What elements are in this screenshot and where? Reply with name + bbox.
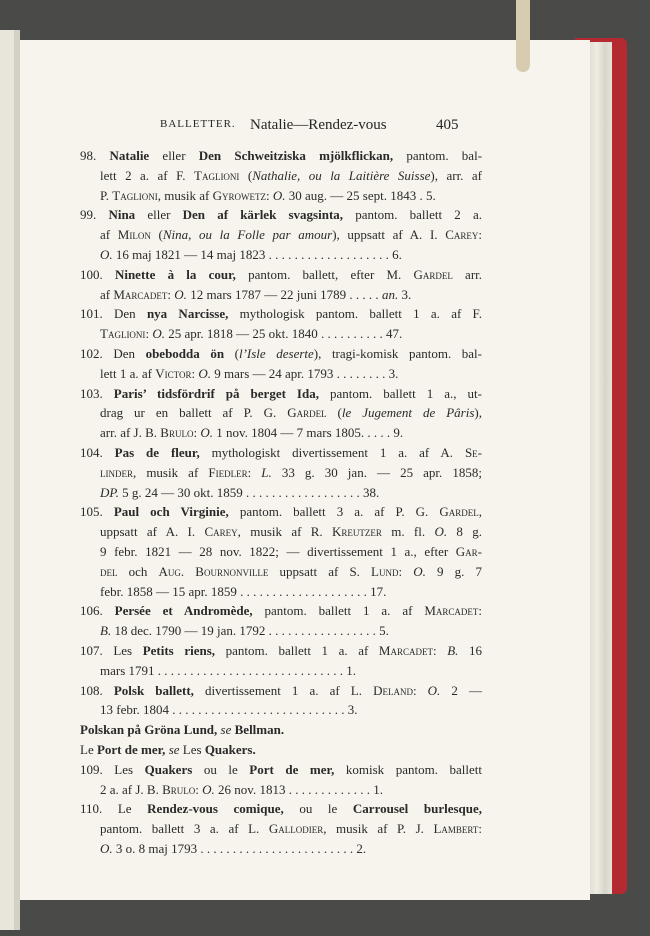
text-line <box>80 621 482 641</box>
italic-text: O. <box>272 187 286 203</box>
text-line <box>80 780 482 800</box>
entry-text: 98. <box>80 148 110 163</box>
entry-text: Gallodier <box>268 821 324 837</box>
entry-text: mythologisk pantom. ballett 1 a. af F. <box>228 306 482 322</box>
entry-text: , musik af <box>157 187 213 203</box>
entry-text: febr. 1858 — 15 apr. 1859 . . . . . . . . . . . . . . . . . . . . 17. <box>100 583 387 599</box>
entry-text: Fiedler <box>208 464 248 480</box>
text-line <box>80 166 482 186</box>
entry-text: Deland <box>373 682 413 698</box>
text-line <box>80 522 482 542</box>
entry-text: Le <box>80 741 97 757</box>
entry-text: Aug. Bournonville <box>158 563 269 579</box>
text-line <box>80 423 482 443</box>
italic-text: O. <box>198 365 211 381</box>
text-line <box>80 443 482 463</box>
entry-text: Gardel <box>439 504 479 520</box>
entry-text: 9 febr. 1821 — 28 nov. 1822; — divertissement 1 a., efter <box>100 543 456 559</box>
entry-text: af <box>100 286 114 302</box>
entry-title: Den Schweitziska mjölkflickan, <box>198 148 394 163</box>
entry-text: drag ur en ballett af P. G. <box>100 405 288 421</box>
entry-title: Paris’ tidsfördrif på berget Ida, <box>113 385 319 401</box>
entry-text: ), <box>474 405 482 421</box>
entry-text: lett 1 a. af <box>100 365 156 381</box>
entry-text: : <box>266 187 273 203</box>
entry-text: uppsatt af S. <box>268 563 372 579</box>
entry-text: : <box>195 781 203 797</box>
entry-title: Persée et Andromède, <box>114 603 253 619</box>
entry-title: Polsk ballett, <box>113 682 194 698</box>
text-line <box>80 324 482 344</box>
text-line <box>80 403 482 423</box>
entry-text: Taglioni <box>194 167 240 183</box>
entry-text: Gar- <box>455 543 482 559</box>
entry-text: pantom. bal- <box>393 148 483 163</box>
text-line <box>80 245 482 265</box>
text-line <box>80 304 482 324</box>
entry-text: Brulo <box>160 425 194 441</box>
entry-text: 1 nov. 1804 — 7 mars 1805. . . . . 9. <box>212 425 404 441</box>
text-line <box>80 681 482 701</box>
entry-text: , musik af P. J. <box>323 821 434 837</box>
text-line <box>80 641 482 661</box>
italic-text: se <box>168 741 180 757</box>
text-line <box>80 799 482 819</box>
entry-title: Polskan på Gröna Lund, <box>80 722 218 738</box>
entry-text: : <box>478 821 482 837</box>
page-header <box>160 118 460 136</box>
entry-text: och <box>117 563 159 579</box>
text-line <box>80 542 482 562</box>
page-number: 405 <box>436 117 459 133</box>
italic-text: B. <box>100 623 112 639</box>
entry-text: 106. <box>80 603 115 619</box>
text-line <box>80 364 482 384</box>
italic-text: Nina, ou la Folle par amour <box>162 227 333 243</box>
entry-title: Pas de fleur, <box>114 444 200 460</box>
entry-text: : <box>398 563 414 579</box>
italic-text: B. <box>447 642 459 658</box>
italic-text: O. <box>434 524 448 540</box>
entry-text: 9 mars — 24 apr. 1793 . . . . . . . . 3. <box>210 365 399 381</box>
entry-text: Carey <box>204 524 238 540</box>
entry-text: ), arr. af <box>430 167 482 183</box>
italic-text: l’Isle deserte <box>238 345 314 361</box>
entry-text: ( <box>150 227 163 243</box>
entry-text: eller <box>149 148 199 163</box>
entry-text: 102. Den <box>80 345 146 361</box>
entry-text: m. fl. <box>381 524 435 540</box>
entry-title: Petits riens, <box>142 642 216 658</box>
entry-text: Brulo <box>162 781 196 797</box>
entry-text: pantom. ballett 3 a. af L. <box>100 821 269 837</box>
italic-text: O. <box>202 781 215 797</box>
text-line <box>80 582 482 602</box>
entry-title: Quakers. <box>204 741 256 757</box>
entry-text: 26 nov. 1813 . . . . . . . . . . . . . 1. <box>214 781 383 797</box>
entry-text: Gardel <box>287 405 327 421</box>
entry-title: Den af kärlek svagsinta, <box>182 207 344 223</box>
entry-text: ), uppsatt af A. I. <box>332 227 446 243</box>
italic-text: DP. <box>100 484 119 500</box>
entry-text: Milon <box>117 227 151 243</box>
entry-text: Lund <box>371 563 399 579</box>
section-title: Natalie—Rendez-vous <box>250 117 387 133</box>
catalog-entries <box>80 146 482 859</box>
entry-text: : <box>247 464 262 480</box>
italic-text: le Jugement de Pâris <box>341 405 475 421</box>
entry-text: 30 aug. — 25 sept. 1843 . 5. <box>285 187 436 203</box>
entry-text: ( <box>224 345 239 361</box>
entry-text: Marcadet <box>424 603 479 619</box>
entry-text: 18 dec. 1790 — 19 jan. 1792 . . . . . . . . . . . . . . . . . 5. <box>111 623 389 639</box>
italic-text: O. <box>100 246 113 262</box>
entry-text: : <box>478 227 482 243</box>
italic-text: O. <box>152 326 165 342</box>
entry-text: 103. <box>80 385 114 401</box>
entry-text: : <box>191 365 199 381</box>
italic-text: O. <box>200 425 213 441</box>
italic-text: O. <box>100 840 113 856</box>
entry-text: uppsatt af A. I. <box>100 524 205 540</box>
entry-text: : <box>412 682 428 698</box>
entry-text: 100. <box>80 266 115 282</box>
entry-title: Paul och Virginie, <box>113 504 229 520</box>
entry-text: mars 1791 . . . . . . . . . . . . . . . . . . . . . . . . . . . . . 1. <box>100 662 357 678</box>
text-line <box>80 661 482 681</box>
text-line <box>80 483 482 503</box>
italic-text: an. <box>381 286 399 302</box>
entry-title: nya Narcisse, <box>146 306 229 322</box>
entry-text: 104. <box>80 444 115 460</box>
text-line <box>80 186 482 206</box>
text-line <box>80 700 482 720</box>
entry-text: : <box>432 642 448 658</box>
entry-text: arr. af J. B. <box>100 425 161 441</box>
entry-text: 5 g. 24 — 30 okt. 1859 . . . . . . . . . . . . . . . . . . 38. <box>118 484 380 500</box>
entry-text: 3. <box>398 286 412 302</box>
entry-text: ou le <box>283 801 353 817</box>
text-line <box>80 601 482 621</box>
text-line <box>80 146 482 166</box>
italic-text: Nathalie, ou la Laitière Suisse <box>252 167 431 183</box>
entry-title: Port de mer, <box>249 761 335 777</box>
entry-text: Les <box>179 741 205 757</box>
entry-text: pantom. ballett 1 a. af <box>215 642 379 658</box>
entry-text: pantom. ballett, efter M. <box>235 266 414 282</box>
entry-text: Marcadet <box>378 642 433 658</box>
entry-text: Kreutzer <box>332 524 382 540</box>
entry-title: Quakers <box>144 761 193 777</box>
entry-title: Natalie <box>109 148 150 163</box>
italic-text: O. <box>413 563 426 579</box>
entry-text: Gardel <box>413 266 453 282</box>
text-line <box>80 740 482 760</box>
entry-text: : <box>167 286 175 302</box>
text-line <box>80 502 482 522</box>
entry-text: P. <box>100 187 113 203</box>
entry-text: linder <box>100 464 133 480</box>
entry-text: , musik af <box>133 464 209 480</box>
entry-text: 16 maj 1821 — 14 maj 1823 . . . . . . . . . . . . . . . . . . . 6. <box>112 246 402 262</box>
entry-text: pantom. ballett 1 a. af <box>252 603 425 619</box>
entry-text: ou le <box>192 761 250 777</box>
entry-title: Port de mer, <box>96 741 166 757</box>
entry-text: komisk pantom. ballett <box>334 761 482 777</box>
entry-text: del <box>100 563 118 579</box>
italic-text: L. <box>261 464 272 480</box>
text-line <box>80 839 482 859</box>
entry-text: Victor <box>155 365 192 381</box>
entry-text: 25 apr. 1818 — 25 okt. 1840 . . . . . . . . . . 47. <box>164 326 403 342</box>
text-line <box>80 819 482 839</box>
text-line <box>80 760 482 780</box>
bookmark-ribbon <box>516 0 530 72</box>
entry-text: Taglioni <box>100 326 146 342</box>
entry-text: Gyrowetz <box>212 187 267 203</box>
entry-text: 108. <box>80 682 114 698</box>
entry-text: 16 <box>458 642 482 658</box>
entry-title: Bellman. <box>234 722 285 738</box>
entry-text: 2 a. af J. B. <box>100 781 163 797</box>
entry-text: mythologiskt divertissement 1 a. af A. <box>199 444 465 460</box>
entry-text: Lambert <box>433 821 479 837</box>
text-line <box>80 463 482 483</box>
text-line <box>80 562 482 582</box>
entry-text: 109. Les <box>80 761 145 777</box>
entry-text: 9 g. 7 <box>425 563 482 579</box>
entry-text: ( <box>326 405 342 421</box>
entry-title: Ninette à la cour, <box>114 266 236 282</box>
previous-page-edge <box>0 30 14 930</box>
entry-text: : <box>478 603 482 619</box>
entry-text: , musik af R. <box>237 524 333 540</box>
entry-text: : <box>145 326 153 342</box>
entry-text: Taglioni <box>112 187 158 203</box>
text-line <box>80 344 482 364</box>
entry-text: arr. <box>452 266 483 282</box>
entry-title: Nina <box>108 207 136 223</box>
entry-title: Rendez-vous comique, <box>147 801 284 817</box>
italic-text: se <box>220 722 232 738</box>
text-line <box>80 205 482 225</box>
entry-title: Carrousel burlesque, <box>352 801 483 817</box>
text-line <box>80 720 482 740</box>
entry-text: 33 g. 30 jan. — 25 apr. 1858; <box>271 464 482 480</box>
running-head: BALLETTER. <box>160 118 236 130</box>
entry-text: Carey <box>445 227 479 243</box>
entry-text: Marcadet <box>113 286 168 302</box>
entry-text: divertissement 1 a. af L. <box>193 682 374 698</box>
entry-text: 2 — <box>440 682 482 698</box>
entry-text: 101. Den <box>80 306 147 322</box>
entry-text: 8 g. <box>447 524 482 540</box>
text-line <box>80 384 482 404</box>
entry-text: 3 o. 8 maj 1793 . . . . . . . . . . . . . . . . . . . . . . . . 2. <box>112 840 367 856</box>
entry-text: lett 2 a. af F. <box>100 167 194 183</box>
text-line <box>80 265 482 285</box>
entry-text: pantom. ballett 1 a., ut- <box>318 385 482 401</box>
entry-text: 13 febr. 1804 . . . . . . . . . . . . . . . . . . . . . . . . . . . 3. <box>100 702 358 718</box>
entry-text: pantom. ballett 2 a. <box>343 207 482 223</box>
italic-text: O. <box>427 682 441 698</box>
entry-text: 105. <box>80 504 114 520</box>
entry-text: Se- <box>464 444 483 460</box>
entry-text: : <box>193 425 201 441</box>
entry-text: 99. <box>80 207 109 223</box>
entry-text: af <box>100 227 118 243</box>
italic-text: O. <box>174 286 187 302</box>
entry-text: ), tragi-komisk pantom. bal- <box>313 345 482 361</box>
entry-text: eller <box>135 207 183 223</box>
text-line <box>80 225 482 245</box>
entry-title: obebodda ön <box>145 345 225 361</box>
entry-text: ( <box>239 167 253 183</box>
entry-text: 107. Les <box>80 642 143 658</box>
text-line <box>80 285 482 305</box>
entry-text: , <box>478 504 483 520</box>
entry-text: 12 mars 1787 — 22 juni 1789 . . . . . <box>186 286 382 302</box>
entry-text: pantom. ballett 3 a. af P. G. <box>228 504 440 520</box>
entry-text: 110. Le <box>80 801 148 817</box>
